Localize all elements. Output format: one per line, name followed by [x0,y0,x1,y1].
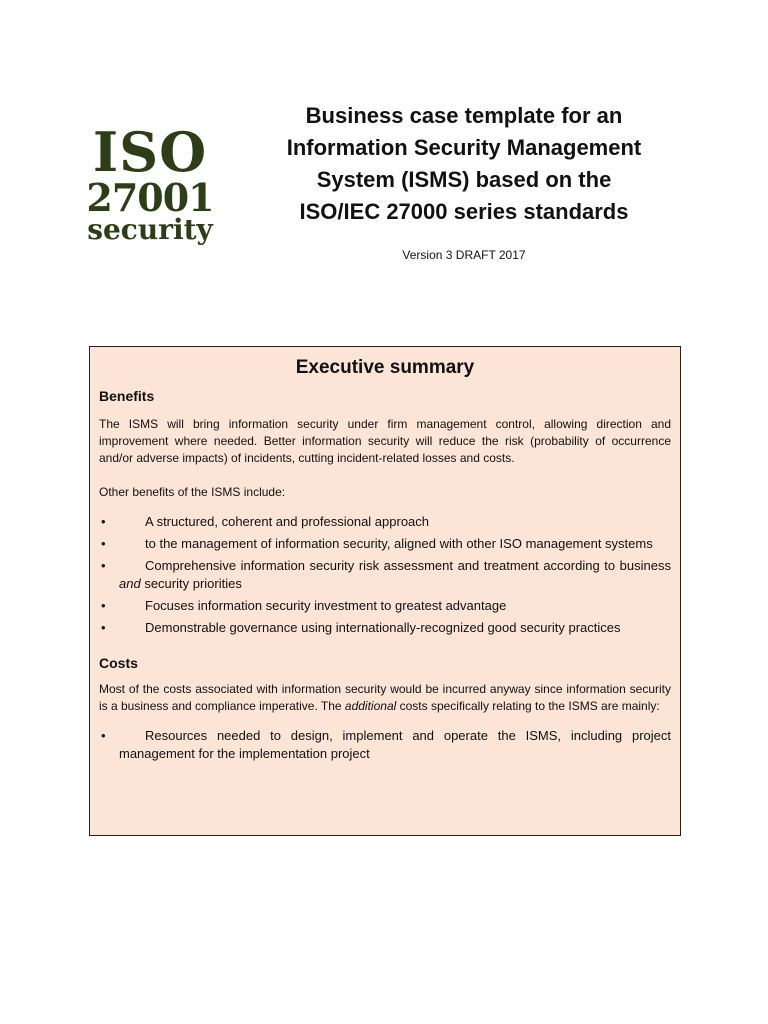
logo-text-27001: 27001 [86,175,214,220]
title-line: ISO/IEC 27000 series standards [299,199,629,224]
costs-text-part: Most of the costs associated with information security would be incurred anyway since information security is a business and compliance imperative. The [99,682,671,713]
list-item-text: A structured, coherent and professional approach [145,514,430,529]
costs-list [99,727,671,763]
iso-27001-logo [74,120,226,252]
title-line: Information Security Management [286,135,642,160]
list-item-text: Focuses information security investment to greatest advantage [145,598,507,613]
logo-text-iso: ISO [92,120,208,184]
bullet-icon: • [101,598,106,613]
list-item [99,535,671,553]
logo-text-security: security [87,213,213,246]
benefits-intro: Other benefits of the ISMS include: [99,485,286,499]
costs-heading: Costs [99,655,138,671]
title-line: Business case template for an [305,103,623,128]
emphasis-text: and [119,576,141,591]
bullet-icon: • [101,514,106,529]
benefits-list [99,513,671,637]
title-line: System (ISMS) based on the [316,167,612,192]
list-item [99,513,671,531]
list-item-text: to the management of information security, aligned with other ISO management systems [145,536,653,551]
list-item-text-part: security priorities [140,576,242,591]
bullet-icon: • [101,728,106,743]
list-item-text: Demonstrable governance using internationally-recognized good security practices [145,620,621,635]
list-item-text-part: Comprehensive information security risk assessment and treatment according to business [145,558,671,573]
list-item-text: Resources needed to design, implement and operate the ISMS, including project management for the implementation project [119,728,671,761]
list-item [99,597,671,615]
bullet-icon: • [101,558,106,573]
list-item [99,619,671,637]
executive-summary-heading: Executive summary [295,357,475,378]
executive-summary-box [89,346,681,836]
list-item [99,727,671,763]
list-item-text [119,558,671,591]
list-item [99,557,671,593]
bullet-icon: • [101,536,106,551]
bullet-icon: • [101,620,106,635]
document-title [258,100,670,228]
benefits-heading: Benefits [99,388,155,404]
version-label: Version 3 DRAFT 2017 [402,248,526,262]
costs-text-part: costs specifically relating to the ISMS are mainly: [396,699,660,713]
benefits-paragraph: The ISMS will bring information security under firm management control, allowing direction and improvement where needed. Better information security will reduce the risk (probability of occurrence and/or adverse impacts) of incidents, cutting incident-related losses and costs. [99,417,671,465]
emphasis-text: additional [344,699,397,713]
costs-paragraph [99,681,671,715]
